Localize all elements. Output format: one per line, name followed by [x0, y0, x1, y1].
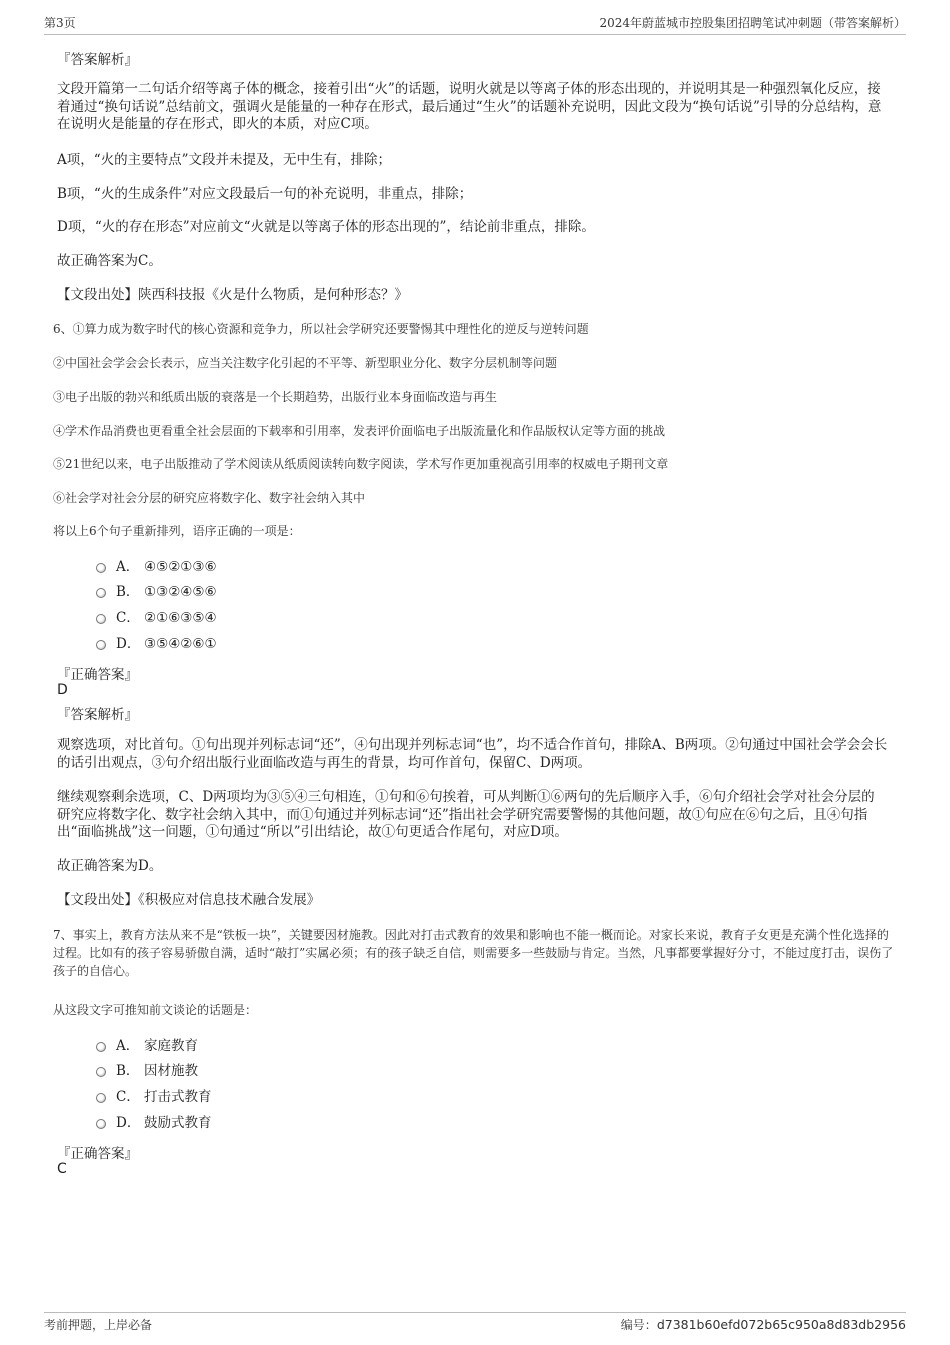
q7-answer-label: 『正确答案』	[57, 1146, 138, 1162]
q7-option-a[interactable]: A． 家庭教育	[96, 1037, 198, 1055]
q6-answer-label: 『正确答案』	[57, 667, 138, 683]
q5-analysis-label: 『答案解析』	[57, 52, 138, 68]
q6-option-a[interactable]: A． ④⑤②①③⑥	[96, 558, 217, 576]
q7-option-b[interactable]: B． 因材施教	[96, 1062, 198, 1080]
radio-icon[interactable]	[96, 1119, 106, 1129]
q6-sentence-5: ⑤21世纪以来，电子出版推动了学术阅读从纸质阅读转向数字阅读，学术写作更加重视高引用率的权威电子期刊文章	[53, 457, 669, 471]
q7-answer: C	[57, 1161, 67, 1177]
radio-icon[interactable]	[96, 614, 106, 624]
radio-icon[interactable]	[96, 588, 106, 598]
page-footer	[44, 1312, 906, 1335]
q7-option-c[interactable]: C． 打击式教育	[96, 1088, 212, 1106]
radio-icon[interactable]	[96, 1042, 106, 1052]
q6-answer: D	[57, 682, 68, 698]
footer-slogan: 考前押题，上岸必备	[44, 1318, 153, 1332]
q5-analysis-para-1: 文段开篇第一二句话介绍等离子体的概念，接着引出“火”的话题，说明火就是以等离子体的形态出现的，并说明其是一种强烈氧化反应，接着通过“换句话说”总结前文，强调火是能量的一种存在形式，最后通过“生火”的话题补充说明，因此文段为“换句话说”引导的分总结构，意在说明火是能量的存在形式，即火的本质，对应C项。	[57, 81, 882, 132]
q6-analysis-para-2: 继续观察剩余选项，C、D两项均为③⑤④三句相连，①句和⑥句挨着，可从判断①⑥两句的先后顺序入手，⑥句介绍社会学对社会分层的研究应将数字化、数字社会纳入其中，而①句通过并列标志词“还”指出社会学研究需要警惕的其他问题，故①句应在⑥句之后，且④句指出“面临挑战”这一问题，①句通过“所以”引出结论，故①句更适合作尾句，对应D项。	[57, 789, 875, 840]
q7-option-d[interactable]: D． 鼓励式教育	[96, 1114, 212, 1132]
q5-analysis-para-4: D项，“火的存在形态”对应前文“火就是以等离子体的形态出现的”，结论前非重点，排除。	[57, 219, 595, 235]
q6-sentence-4: ④学术作品消费也更看重全社会层面的下载率和引用率，发表评价面临电子出版流量化和作品版权认定等方面的挑战	[53, 424, 666, 438]
document-title: 2024年蔚蓝城市控股集团招聘笔试冲刺题（带答案解析）	[599, 16, 906, 30]
document-code: 编号：d7381b60efd072b65c950a8d83db2956	[620, 1317, 906, 1332]
q6-source: 【文段出处】《积极应对信息技术融合发展》	[57, 892, 321, 908]
q6-option-c[interactable]: C． ②①⑥③⑤④	[96, 609, 217, 627]
page-number: 第3页	[44, 16, 76, 30]
q6-sentence-6: ⑥社会学对社会分层的研究应将数字化、数字社会纳入其中	[53, 491, 366, 505]
q7-prompt: 从这段文字可推知前文谈论的话题是：	[53, 1003, 258, 1017]
q5-conclusion: 故正确答案为C。	[57, 253, 162, 269]
radio-icon[interactable]	[96, 640, 106, 650]
q6-option-b[interactable]: B． ①③②④⑤⑥	[96, 583, 217, 601]
q6-conclusion: 故正确答案为D。	[57, 858, 163, 874]
q6-sentence-3: ③电子出版的勃兴和纸质出版的衰落是一个长期趋势，出版行业本身面临改造与再生	[53, 390, 498, 404]
q6-sentence-1: 6、①算力成为数字时代的核心资源和竞争力，所以社会学研究还要警惕其中理性化的逆反与逆转问题	[53, 322, 589, 336]
radio-icon[interactable]	[96, 1067, 106, 1077]
q6-option-d[interactable]: D． ③⑤④②⑥①	[96, 635, 217, 653]
radio-icon[interactable]	[96, 563, 106, 573]
q6-analysis-para-1: 观察选项，对比首句。①句出现并列标志词“还”，④句出现并列标志词“也”，均不适合作首句，排除A、B两项。②句通过中国社会学会会长的话引出观点，③句介绍出版行业面临改造与再生的背景，均可作首句，保留C、D两项。	[57, 737, 888, 771]
q6-prompt: 将以上6个句子重新排列，语序正确的一项是：	[53, 524, 301, 538]
radio-icon[interactable]	[96, 1093, 106, 1103]
page-header	[44, 14, 906, 35]
q6-sentence-2: ②中国社会学会会长表示，应当关注数字化引起的不平等、新型职业分化、数字分层机制等问题	[53, 356, 558, 370]
q7-stem: 7、事实上，教育方法从来不是“铁板一块”，关键要因材施教。因此对打击式教育的效果和影响也不能一概而论。对家长来说，教育子女更是充满个性化选择的过程。比如有的孩子容易骄傲自满，适时“敲打”实属必须；有的孩子缺乏自信，则需要多一些鼓励与肯定。当然，凡事都要掌握好分寸，不能过度打击，误伤了孩子的自信心。	[53, 928, 894, 978]
q5-source: 【文段出处】陕西科技报《火是什么物质，是何种形态？》	[57, 287, 408, 303]
q6-analysis-label: 『答案解析』	[57, 707, 138, 723]
q5-analysis-para-2: A项，“火的主要特点”文段并未提及，无中生有，排除；	[57, 152, 392, 168]
q5-analysis-para-3: B项，“火的生成条件”对应文段最后一句的补充说明，非重点，排除；	[57, 186, 473, 202]
